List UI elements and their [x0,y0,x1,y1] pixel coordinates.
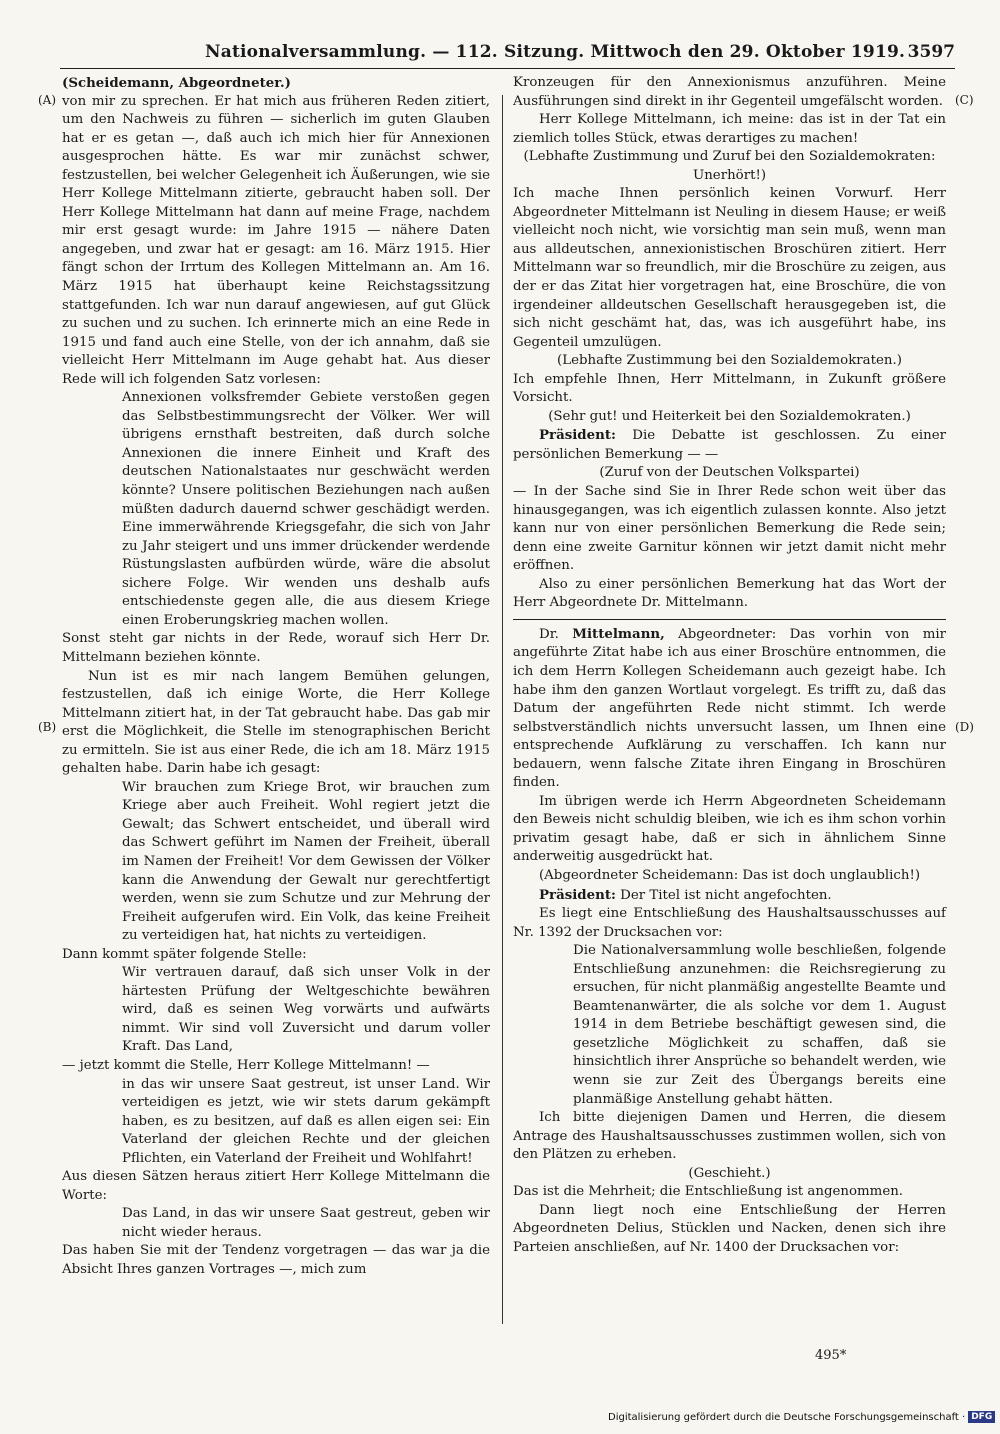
interjection: (Abgeordneter Scheidemann: Das ist doch unglaublich!) [538,867,921,883]
block-quote: Wir vertrauen darauf, daß sich unser Volk in der härtesten Prüfung der Weltgeschichte bewähren wird, daß es seinen Weg vorwärts und aufwärts nimmt. Wir sind voll Zuversicht und darum voller Kraft. Das Land, [122,965,490,1055]
signature-mark: 495* [815,1348,847,1363]
speech-text: Die Debatte ist geschlossen. Zu einer persönlichen Bemerkung — — [513,428,946,462]
paragraph: Aus diesen Sätzen heraus zitiert Herr Kollege Mittelmann die Worte: [62,1169,490,1203]
margin-marker-d: (D) [955,720,974,734]
speech [513,426,946,464]
speaker-title: Dr. [539,626,573,642]
margin-marker-b: (B) [38,720,57,734]
speaker-name: Präsident: [539,886,616,903]
margin-marker-a: (A) [38,93,57,107]
paragraph: Es liegt eine Entschließung des Haushaltsausschusses auf Nr. 1392 der Drucksachen vor: [513,906,946,940]
page-header [205,42,955,66]
speech [513,886,946,906]
speech-text: Abgeordneter: Das vorhin von mir angeführte Zitat habe ich aus einer Broschüre entnommen, die ich dem Herrn Kollegen Scheidemann auch gezeigt habe. Ich habe ihm den ganzen Wortlaut vorgelegt. Es trifft zu, daß das Datum der angeführten Rede nicht stimmt. Ich werde selbstverständlich nichts unversucht lassen, um Ihnen eine entsprechende Aufklärung zu verschaffen. Ich kann nur bedauern, wenn falsche Zitate ihren Eingang in Broschüren finden. [513,626,947,791]
right-column [513,74,946,1257]
dfg-logo-icon: DFG [968,1411,995,1423]
left-column [62,74,490,1280]
column-divider [502,95,503,1324]
interjection: (Lebhafte Zustimmung und Zuruf bei den Sozialdemokraten: Unerhört!) [523,149,936,183]
paragraph: Dann liegt noch eine Entschließung der Herren Abgeordneten Delius, Stücklen und Nacken, denen sich ihre Parteien anschließen, auf Nr. 1400 der Drucksachen vor: [513,1202,946,1255]
running-title: Nationalversammlung. — 112. Sitzung. Mittwoch den 29. Oktober 1919. [205,42,906,62]
block-quote: Wir brauchen zum Kriege Brot, wir brauchen zum Kriege aber auch Freiheit. Wohl regiert jetzt die Gewalt; das Schwert entscheidet, und überall wird das Schwert geführt im Namen der Freiheit, überall im Namen der Freiheit! Vor dem Gewissen der Völker kann die Anwendung der Gewalt nur gerechtfertigt werden, wenn sie zum Schutze und zur Mehrung der Freiheit aufgerufen wird. Ein Volk, das keine Freiheit zu verteidigen hat, hat nichts zu verteidigen. [122,779,490,944]
speaker-name: Mittelmann, [572,625,665,642]
paragraph: Das ist die Mehrheit; die Entschließung ist angenommen. [513,1184,904,1200]
digitization-footer [608,1411,995,1423]
paragraph: Ich bitte diejenigen Damen und Herren, die diesem Antrage des Haushaltsausschusses zustimmen wollen, sich von den Plätzen zu erheben. [513,1110,946,1163]
block-quote: Die Nationalversammlung wolle beschließen, folgende Entschließung anzunehmen: die Reichsregierung zu ersuchen, für nicht planmäßig angestellte Beamte und Beamtenanwärter, die als solche vor dem 1. August 1914 in dem Betriebe beschäftigt gewesen sind, die gesetzliche Möglichkeit zu schaffen, daß sie hinsichtlich ihrer Ansprüche so behandelt werden, wie wenn sie zur Zeit des Übergangs bereits eine planmäßige Anstellung gehabt hätten. [573,943,946,1107]
interjection: (Lebhafte Zustimmung bei den Sozialdemokraten.) [557,353,902,369]
header-rule [60,68,955,69]
paragraph: Also zu einer persönlichen Bemerkung hat das Wort der Herr Abgeordnete Dr. Mittelmann. [513,576,946,611]
interjection: (Geschieht.) [688,1165,771,1181]
section-rule [513,619,946,620]
paragraph: Sonst steht gar nichts in der Rede, worauf sich Herr Dr. Mittelmann beziehen könnte. [62,631,490,665]
margin-marker-c: (C) [955,93,974,107]
paragraph: Kronzeugen für den Annexionismus anzuführen. Meine Ausführungen sind direkt in ihr Gegenteil umgefälscht worden. [513,75,946,109]
block-quote: Das Land, in das wir unsere Saat gestreut, geben wir nicht wieder heraus. [122,1206,490,1240]
block-quote: in das wir unsere Saat gestreut, ist unser Land. Wir verteidigen es jetzt, wie wir stets darum gekämpft haben, es zu besitzen, auf daß es allen eigen sei: Ein Vaterland der gleichen Rechte und der gleichen Pflichten, ein Vaterland der Freiheit und Wohlfahrt! [122,1076,490,1166]
block-quote: Annexionen volksfremder Gebiete verstoßen gegen das Selbstbestimmungsrecht der Völker. Wer will übrigens ernsthaft bestreiten, daß durch solche Annexionen die innere Einheit und Kraft des deutschen Nationalstaates nur geschwächt werden könnte? Unsere politischen Beziehungen nach außen müßten dadurch dauernd schwer geschädigt werden. Eine immerwährende Kriegsgefahr, die sich von Jahr zu Jahr steigert und uns immer drückender werdende Rüstungslasten aufbürden würde, wäre die absolut sichere Folge. Wir wenden uns deshalb aufs entschiedenste gegen alle, die aus diesem Kriege einen Eroberungskrieg machen wollen. [122,390,490,628]
speaker-continuation: (Scheidemann, Abgeordneter.) [62,75,291,91]
paragraph: Das haben Sie mit der Tendenz vorgetragen — das war ja die Absicht Ihres ganzen Vortrages —, mich zum [62,1243,490,1277]
paragraph: Dann kommt später folgende Stelle: [62,946,307,962]
paragraph: Ich mache Ihnen persönlich keinen Vorwurf. Herr Abgeordneter Mittelmann ist Neuling in diesem Hause; er weiß vielleicht noch nicht, wie vorsichtig man sein muß, wenn man aus alldeutschen, annexionistischen Broschüren zitiert. Herr Mittelmann war so freundlich, mir die Broschüre zu zeigen, aus der er das Zitat hier vorgetragen hat, eine Broschüre, die von irgendeiner alldeutschen Gesellschaft herausgegeben ist, die sich nicht geschämt hat, das, was ich ausgeführt habe, ins Gegenteil umzulügen. [513,186,946,350]
paragraph: von mir zu sprechen. Er hat mich aus früheren Reden zitiert, um den Nachweis zu führen — sicherlich im guten Glauben hat er es getan —, daß auch ich mich hier für Annexionen ausgesprochen hätte. Es war mir zunächst schwer, festzustellen, bei welcher Gelegenheit ich Äußerungen, wie sie Herr Kollege Mittelmann zitierte, gebraucht haben soll. Der Herr Kollege Mittelmann hat dann auf meine Frage, nachdem mir erst gesagt wurde: im Jahre 1915 — nähere Daten angegeben, und zwar hat er gesagt: am 16. März 1915. Hier fängt schon der Irrtum des Kollegen Mittelmann an. Am 16. März 1915 hat überhaupt keine Reichstagssitzung stattgefunden. Ich war nun darauf angewiesen, auf gut Glück zu suchen und zu suchen. Ich erinnerte mich an eine Rede in 1915 und fand auch eine Stelle, von der ich annahm, daß sie vielleicht Herr Mittelmann im Auge gehabt hat. Aus dieser Rede will ich folgenden Satz vorlesen: [62,93,490,387]
interjection: (Zuruf von der Deutschen Volkspartei) [599,465,860,481]
speech [513,625,946,793]
paragraph: Herr Kollege Mittelmann, ich meine: das ist in der Tat ein ziemlich tolles Stück, etwas derartiges zu machen! [513,112,946,146]
footer-text: Digitalisierung gefördert durch die Deutsche Forschungsgemeinschaft · [608,1412,966,1423]
paragraph: Nun ist es mir nach langem Bemühen gelungen, festzustellen, daß ich einige Worte, die Herr Kollege Mittelmann zitiert hat, in der Tat gebraucht habe. Das gab mir erst die Möglichkeit, die Stelle im stenographischen Bericht zu ermitteln. Sie ist aus einer Rede, die ich am 18. März 1915 gehalten habe. Darin habe ich gesagt: [62,668,490,777]
interjection: (Sehr gut! und Heiterkeit bei den Sozialdemokraten.) [548,408,911,424]
page-number: 3597 [907,42,955,62]
speaker-name: Präsident: [539,427,616,444]
paragraph: Ich empfehle Ihnen, Herr Mittelmann, in Zukunft größere Vorsicht. [513,371,946,406]
paragraph: Im übrigen werde ich Herrn Abgeordneten Scheidemann den Beweis nicht schuldig bleiben, wie ich es ihm schon vorhin privatim gesagt habe, daß er sich in ähnlichem Sinne anderweitig ausgedrückt hat. [513,793,946,865]
speech-text: Der Titel ist nicht angefochten. [615,887,832,903]
interjection: — jetzt kommt die Stelle, Herr Kollege Mittelmann! — [62,1057,430,1073]
paragraph: — In der Sache sind Sie in Ihrer Rede schon weit über das hinausgegangen, was ich eigentlich zulassen konnte. Also jetzt kann nur von einer persönlichen Bemerkung die Rede sein; denn eine zweite Garnitur können wir jetzt damit nicht mehr eröffnen. [513,484,946,574]
